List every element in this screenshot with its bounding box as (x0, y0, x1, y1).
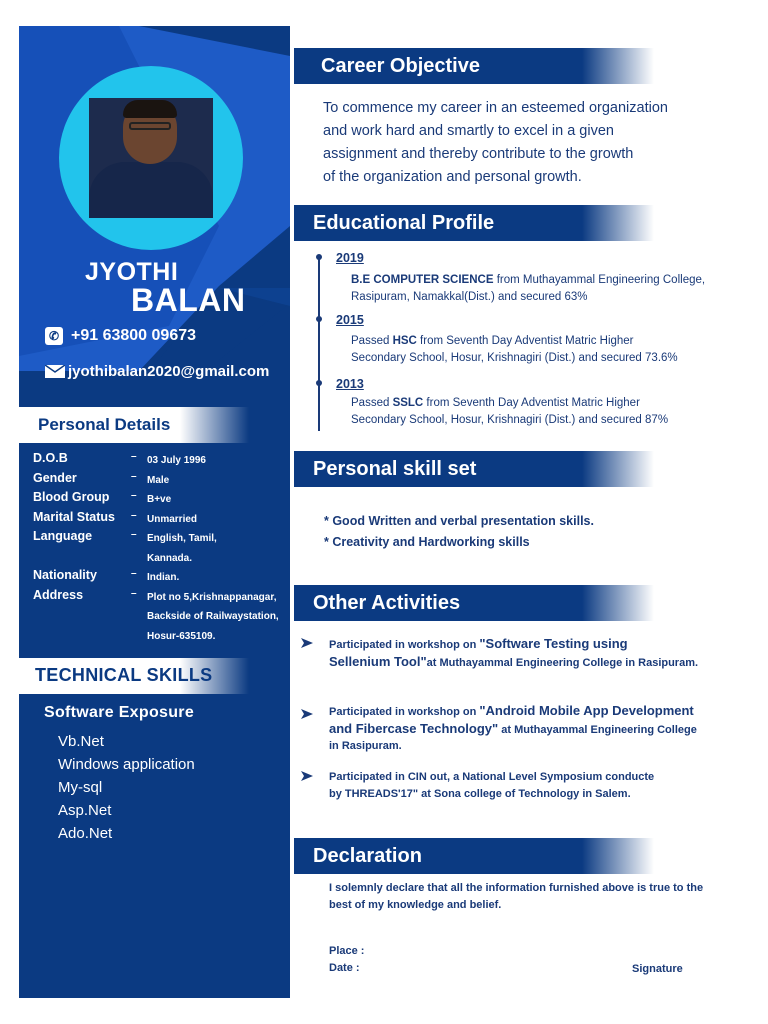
timeline-dot (316, 316, 322, 322)
detail-row: Hosur-635109. (147, 630, 216, 642)
education-entry: Passed SSLC from Seventh Day Adventist Matric Higher Secondary School, Hosur, Krishnagiri (Dist.) and secured 87% (351, 397, 669, 426)
arrow-bullet-icon (301, 709, 313, 719)
detail-row: D.O.B – 03 July 1996 (33, 451, 206, 466)
date-label: Date : (329, 962, 360, 974)
mail-icon (45, 365, 65, 378)
detail-row: Blood Group – B+ve (33, 490, 172, 505)
detail-row: Address – Plot no 5,Krishnappanagar, (33, 587, 277, 603)
sidebar (19, 26, 290, 998)
software-item: Windows application (58, 756, 195, 773)
educational-profile-header (294, 205, 654, 241)
declaration-header (294, 838, 654, 874)
education-year: 2015 (336, 313, 364, 327)
place-label: Place : (329, 945, 365, 957)
other-activities-title: Other Activities (313, 592, 461, 614)
detail-row: Marital Status – Unmarried (33, 509, 198, 525)
other-activities-header (294, 585, 654, 621)
detail-row: Backside of Railwaystation, (147, 611, 279, 622)
skill-set-title: Personal skill set (313, 458, 477, 480)
educational-profile-title: Educational Profile (313, 212, 495, 234)
personal-details-header (19, 407, 249, 443)
software-item: My-sql (58, 779, 103, 796)
timeline-dot (316, 380, 322, 386)
arrow-bullet-icon (301, 638, 313, 648)
education-entry: Passed HSC from Seventh Day Adventist Matric Higher Secondary School, Hosur, Krishnagiri (Dist.) and secured 73.6% (351, 335, 678, 364)
declaration-title: Declaration (313, 845, 422, 867)
declaration-text: I solemnly declare that all the information furnished above is true to the best of my knowledge and belief. (329, 882, 704, 911)
technical-skills-title: TECHNICAL SKILLS (35, 665, 213, 685)
career-objective-header (294, 48, 654, 84)
phone-number: +91 63800 09673 (71, 327, 197, 344)
career-objective-title: Career Objective (321, 55, 480, 77)
education-timeline-line (318, 256, 320, 431)
activity-item: Participated in CIN out, a National Level Symposium conducte by THREADS'17" at Sona college of Technology in Salem. (301, 769, 741, 802)
education-entry: B.E COMPUTER SCIENCE from Muthayammal Engineering College, Rasipuram, Namakkal(Dist.) and secured 63% (351, 274, 706, 303)
career-objective-text: To commence my career in an esteemed organization and work hard and smartly to excel in a given assignment and thereby contribute to the growth of the organization and personal growth. (323, 100, 668, 185)
last-name: BALAN (131, 282, 246, 318)
software-list (58, 730, 195, 845)
arrow-bullet-icon (301, 771, 313, 781)
software-exposure-title: Software Exposure (44, 704, 195, 721)
software-item: Ado.Net (58, 825, 113, 842)
personal-details-list (33, 451, 288, 646)
skill-set-header (294, 451, 654, 487)
email-address: jyothibalan2020@gmail.com (68, 363, 270, 380)
signature-label: Signature (632, 963, 683, 975)
skill-item: * Creativity and Hardworking skills (324, 535, 530, 549)
skill-set-list (324, 511, 594, 553)
phone-icon: ✆ (45, 327, 63, 345)
detail-row: Kannada. (147, 552, 193, 564)
timeline-dot (316, 254, 322, 260)
education-year: 2013 (336, 377, 364, 391)
software-item: Vb.Net (58, 733, 104, 750)
education-year: 2019 (336, 251, 364, 265)
personal-details-title: Personal Details (38, 415, 171, 434)
skill-item: * Good Written and verbal presentation skills. (324, 514, 594, 528)
phone-contact (45, 327, 196, 345)
detail-row: Gender – Male (33, 470, 170, 486)
technical-skills-header (19, 658, 249, 694)
hero-banner (19, 26, 290, 406)
profile-photo (59, 66, 243, 250)
detail-row: Language – English, Tamil, (33, 529, 217, 544)
email-contact (45, 363, 269, 380)
activity-item: Participated in workshop on "Software Testing using Sellenium Tool"at Muthayammal Engineering College in Rasipuram. (301, 636, 741, 671)
software-item: Asp.Net (58, 802, 112, 819)
detail-row: Nationality – Indian. (33, 568, 180, 583)
first-name: JYOTHI (85, 258, 179, 286)
activity-item: Participated in workshop on "Android Mobile App Development and Fibercase Technology" at Muthayammal Engineering College in Rasipuram. (301, 703, 741, 755)
